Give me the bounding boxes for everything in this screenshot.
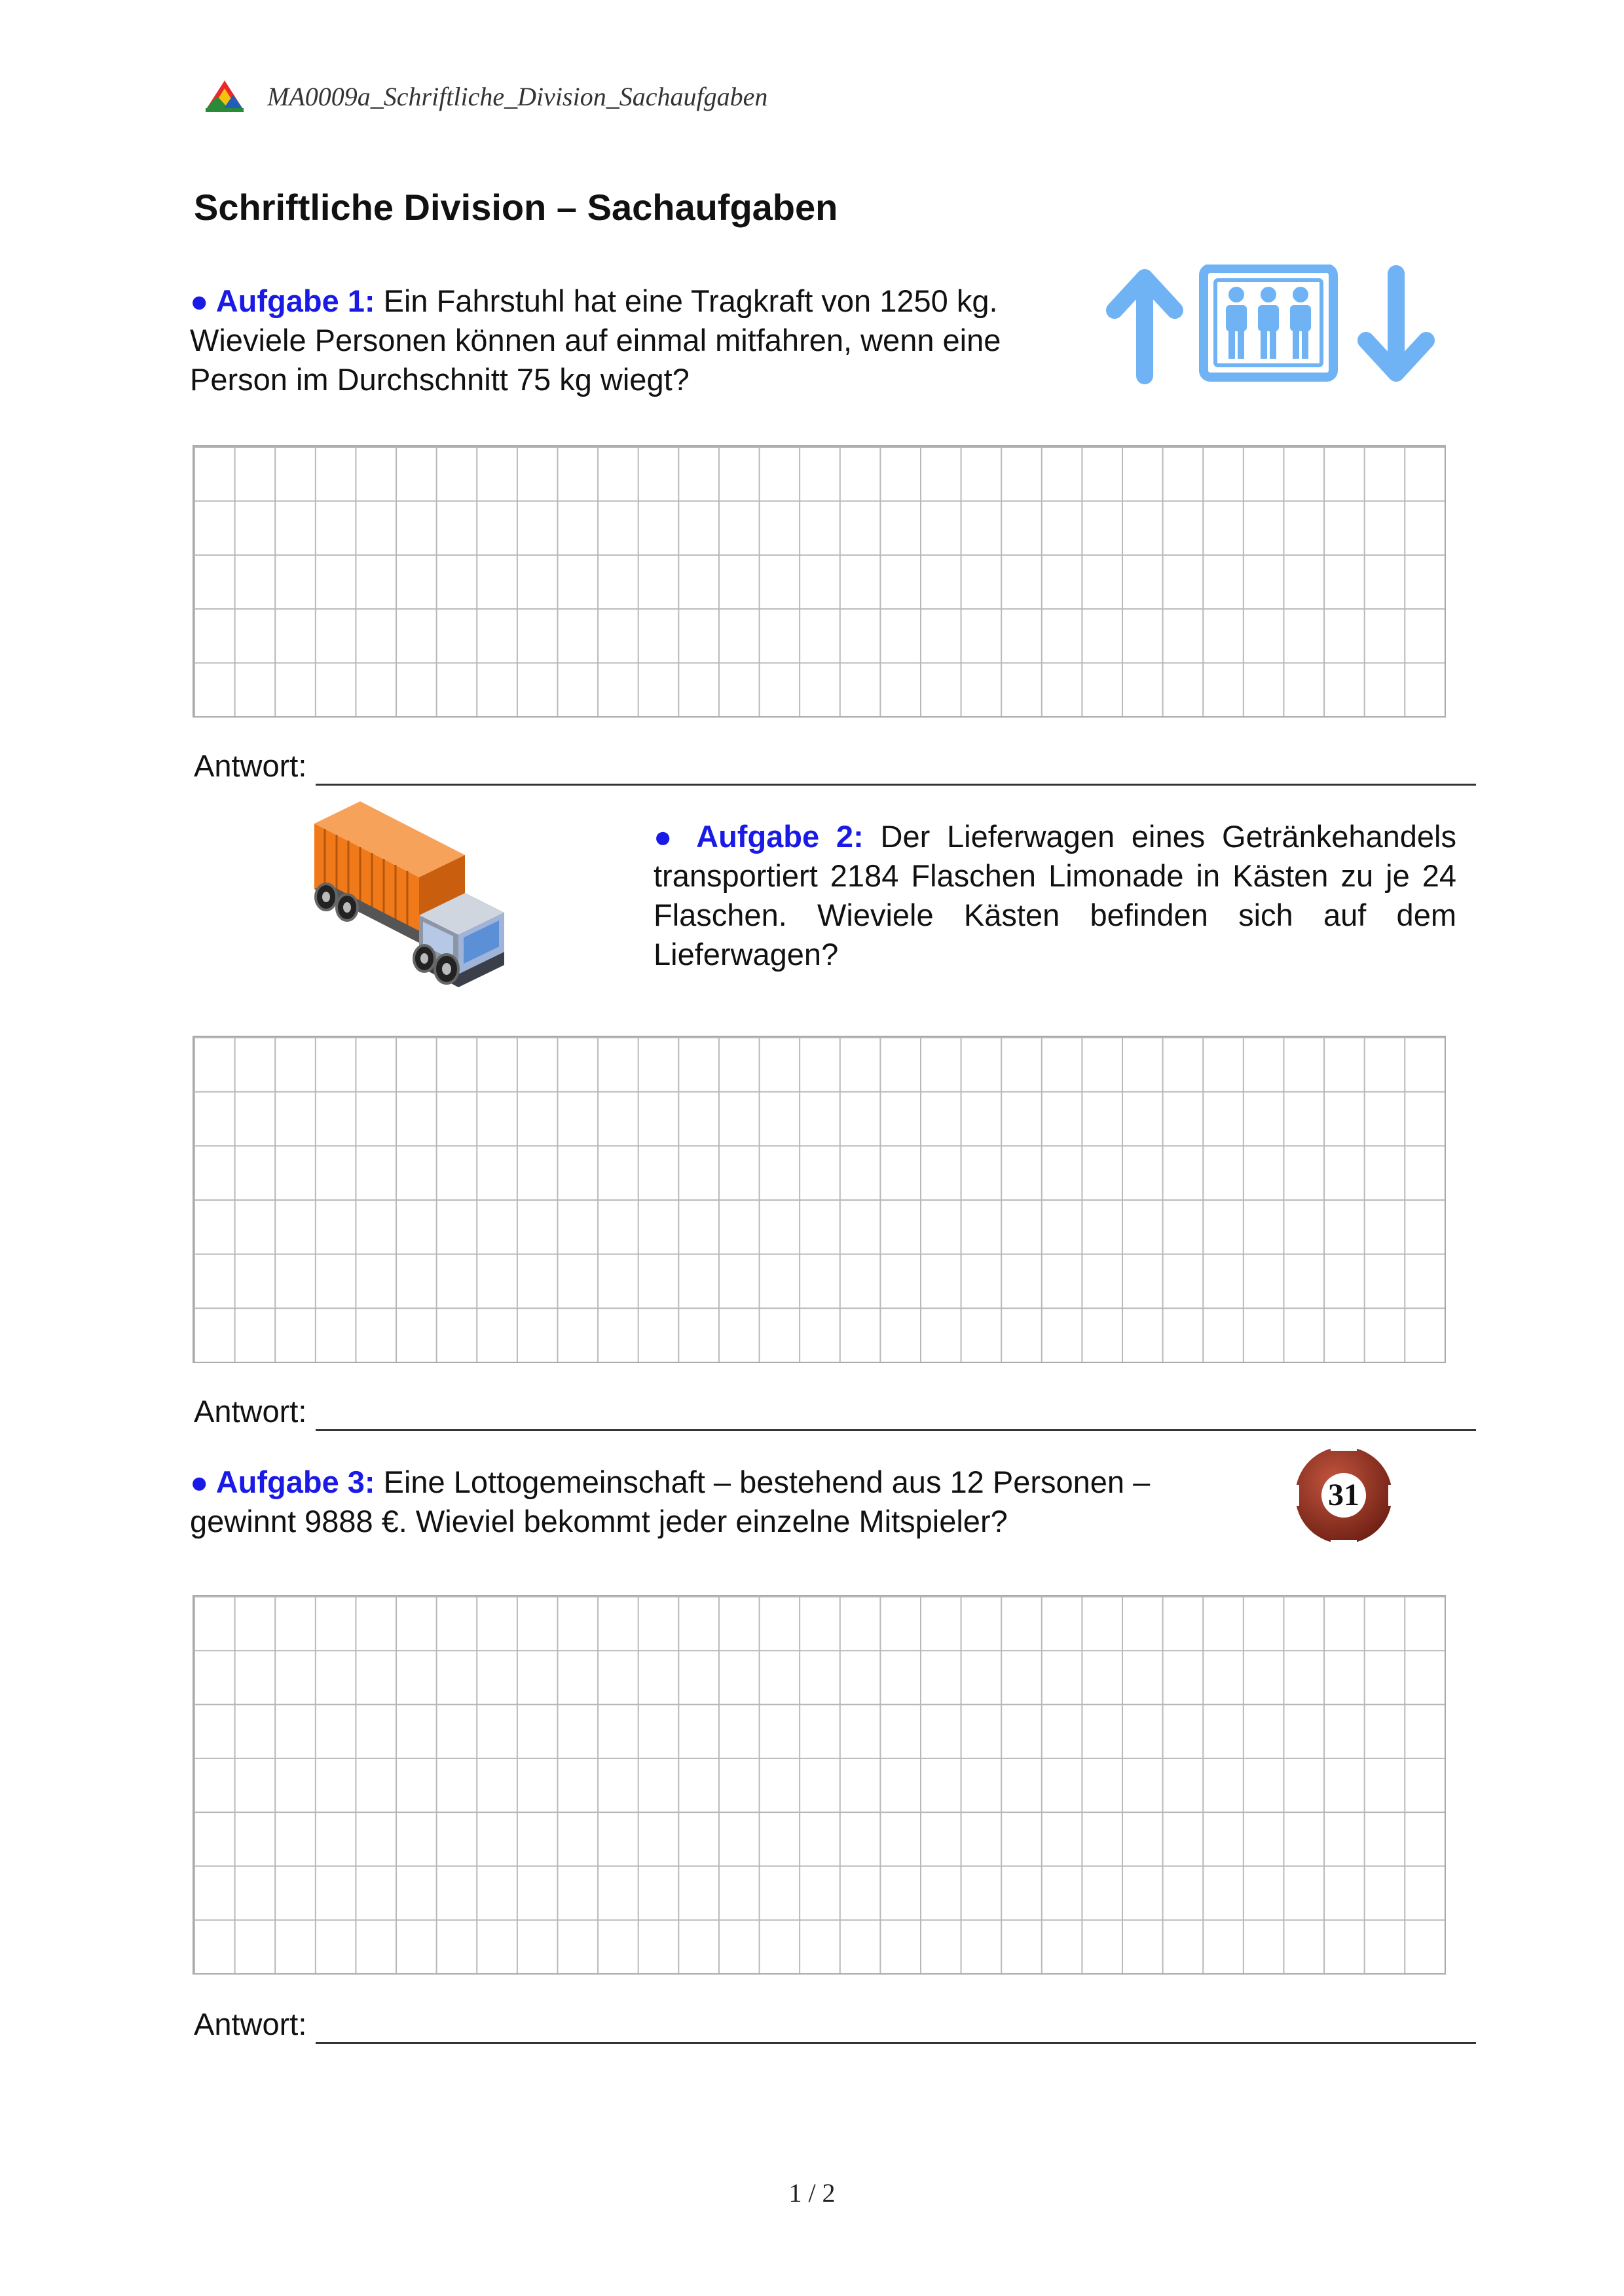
lotto-ball-icon: [1294, 1446, 1393, 1545]
page-number: 1 / 2: [788, 2178, 836, 2208]
task-3-answer-label: Antwort:: [194, 2007, 307, 2041]
task-1-body: Ein Fahrstuhl hat eine Tragkraft von 1250 kg. Wieviele Personen können auf einmal mitfahren, wenn eine Person im Durchschnitt 75 kg wiegt?: [190, 283, 1001, 397]
task-2-body: Der Lieferwagen eines Getränkehandels transportiert 2184 Flaschen Limonade in Kästen zu je 24 Flaschen. Wieviele Kästen befinden sich auf dem Lieferwagen?: [654, 819, 1456, 972]
task-1-answer-line[interactable]: [316, 750, 1476, 786]
task-1-work-grid[interactable]: [193, 445, 1446, 718]
task-2-text: [654, 817, 1456, 974]
task-3-answer-line[interactable]: [316, 2008, 1476, 2044]
task-3-work-grid[interactable]: [193, 1595, 1446, 1975]
mountain-logo-icon: [204, 79, 245, 113]
task-2-answer-line[interactable]: [316, 1395, 1476, 1431]
task-3-body: Eine Lottogemeinschaft – bestehend aus 12 Personen – gewinnt 9888 €. Wieviel bekommt jeder einzelne Mitspieler?: [190, 1465, 1151, 1539]
page-title: Schriftliche Division – Sachaufgaben: [194, 187, 838, 228]
task-3-text: [190, 1463, 1225, 1541]
task-1-text: [190, 282, 1080, 399]
task-2-label: ● Aufgabe 2:: [654, 819, 864, 854]
task-3-label: ● Aufgabe 3:: [190, 1465, 375, 1499]
task-2-work-grid[interactable]: [193, 1036, 1446, 1363]
task-1-answer-label: Antwort:: [194, 748, 307, 783]
document-header: [204, 73, 767, 119]
elevator-icon: [1105, 264, 1450, 386]
task-1-label: ● Aufgabe 1:: [190, 283, 375, 318]
task-1-answer: [194, 740, 1476, 786]
task-2-answer-label: Antwort:: [194, 1394, 307, 1429]
truck-icon: [308, 797, 517, 991]
task-3-answer: [194, 1998, 1476, 2044]
document-code: MA0009a_Schriftliche_Division_Sachaufgaben: [267, 81, 768, 111]
lotto-ball-number: 31: [1328, 1478, 1359, 1512]
task-2-answer: [194, 1385, 1476, 1431]
